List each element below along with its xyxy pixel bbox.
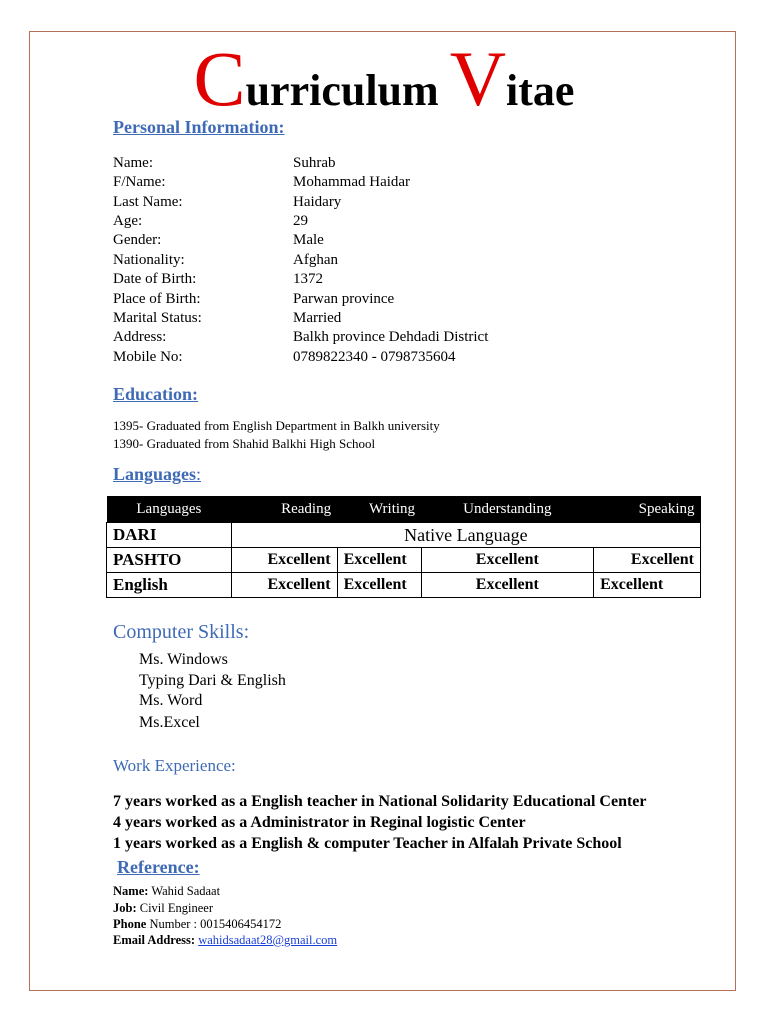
- understanding-cell: Excellent: [421, 548, 594, 573]
- info-label: Address:: [113, 329, 167, 345]
- writing-cell: Excellent: [337, 548, 421, 573]
- work-item: 7 years worked as a English teacher in National Solidarity Educational Center: [113, 793, 647, 810]
- col-header-reading: Reading: [231, 496, 337, 523]
- skill-item: Ms. Windows: [139, 651, 228, 668]
- info-value: 29: [293, 213, 308, 229]
- languages-heading: [113, 464, 201, 485]
- table-row: [107, 523, 701, 548]
- info-label: Marital Status:: [113, 310, 202, 326]
- reference-email-link[interactable]: wahidsadaat28@gmail.com: [198, 933, 338, 947]
- computer-skills-heading: Computer Skills:: [113, 621, 250, 643]
- document-title: [0, 35, 768, 122]
- languages-heading-colon: :: [196, 464, 202, 484]
- education-heading: Education:: [113, 384, 199, 404]
- work-experience-heading: Work Experience:: [113, 756, 236, 775]
- col-header-understanding: Understanding: [421, 496, 594, 523]
- work-item: 4 years worked as a Administrator in Reginal logistic Center: [113, 814, 526, 831]
- col-header-speaking: Speaking: [594, 496, 701, 523]
- reading-cell: Excellent: [231, 548, 337, 573]
- info-label: Name:: [113, 155, 153, 171]
- reference-job-value: Civil Engineer: [139, 901, 213, 915]
- speaking-cell: Excellent: [594, 573, 701, 598]
- languages-table-header: [107, 496, 701, 523]
- reference-phone-value: Number : 0015406454172: [149, 917, 282, 931]
- info-label: Gender:: [113, 232, 162, 248]
- info-value: Balkh province Dehdadi District: [293, 329, 489, 345]
- title-word-urriculum: urriculum: [245, 66, 439, 115]
- table-row: [107, 573, 701, 598]
- languages-heading-text: Languages: [113, 464, 197, 484]
- reference-heading: Reference:: [117, 857, 200, 877]
- reference-name-value: Wahid Sadaat: [151, 884, 221, 898]
- info-value: Parwan province: [293, 291, 395, 307]
- understanding-cell: Excellent: [421, 573, 594, 598]
- skill-item: Ms.Excel: [139, 714, 200, 731]
- col-header-languages: Languages: [107, 496, 232, 523]
- info-label: Date of Birth:: [113, 271, 197, 287]
- reference-name: [113, 884, 220, 899]
- education-item: 1390- Graduated from Shahid Balkhi High School: [113, 436, 376, 451]
- reference-name-label: Name:: [113, 884, 149, 898]
- education-item: 1395- Graduated from English Department in Balkh university: [113, 418, 440, 433]
- writing-cell: Excellent: [337, 573, 421, 598]
- info-value: Afghan: [293, 252, 338, 268]
- title-word-itae: itae: [506, 66, 575, 115]
- info-label: Mobile No:: [113, 349, 183, 365]
- native-language-cell: Native Language: [231, 523, 700, 548]
- title-initial-v: V: [449, 35, 507, 122]
- reference-email-label: Email Address:: [113, 933, 196, 947]
- info-label: Place of Birth:: [113, 291, 201, 307]
- info-value: Suhrab: [293, 155, 336, 171]
- language-name: DARI: [107, 523, 232, 548]
- info-value: Haidary: [293, 194, 342, 210]
- reading-cell: Excellent: [231, 573, 337, 598]
- info-label: F/Name:: [113, 174, 166, 190]
- personal-info-heading: Personal Information:: [113, 117, 285, 137]
- info-value: 0789822340 - 0798735604: [293, 349, 456, 365]
- reference-phone: [113, 917, 281, 932]
- work-item: 1 years worked as a English & computer Teacher in Alfalah Private School: [113, 835, 622, 852]
- info-value: Mohammad Haidar: [293, 174, 411, 190]
- info-value: Male: [293, 232, 324, 248]
- speaking-cell: Excellent: [594, 548, 701, 573]
- info-label: Nationality:: [113, 252, 185, 268]
- info-value: Married: [293, 310, 342, 326]
- reference-phone-label: Phone: [113, 917, 147, 931]
- reference-job-label: Job:: [113, 901, 137, 915]
- language-name: English: [107, 573, 232, 598]
- reference-job: [113, 901, 213, 916]
- info-value: 1372: [293, 271, 323, 287]
- table-row: [107, 548, 701, 573]
- info-label: Last Name:: [113, 194, 183, 210]
- languages-table: [106, 496, 701, 598]
- col-header-writing: Writing: [337, 496, 421, 523]
- language-name: PASHTO: [107, 548, 232, 573]
- info-label: Age:: [113, 213, 143, 229]
- skill-item: Typing Dari & English: [139, 672, 286, 689]
- reference-email: [113, 933, 337, 948]
- skill-item: Ms. Word: [139, 692, 203, 709]
- title-initial-c: C: [193, 35, 246, 122]
